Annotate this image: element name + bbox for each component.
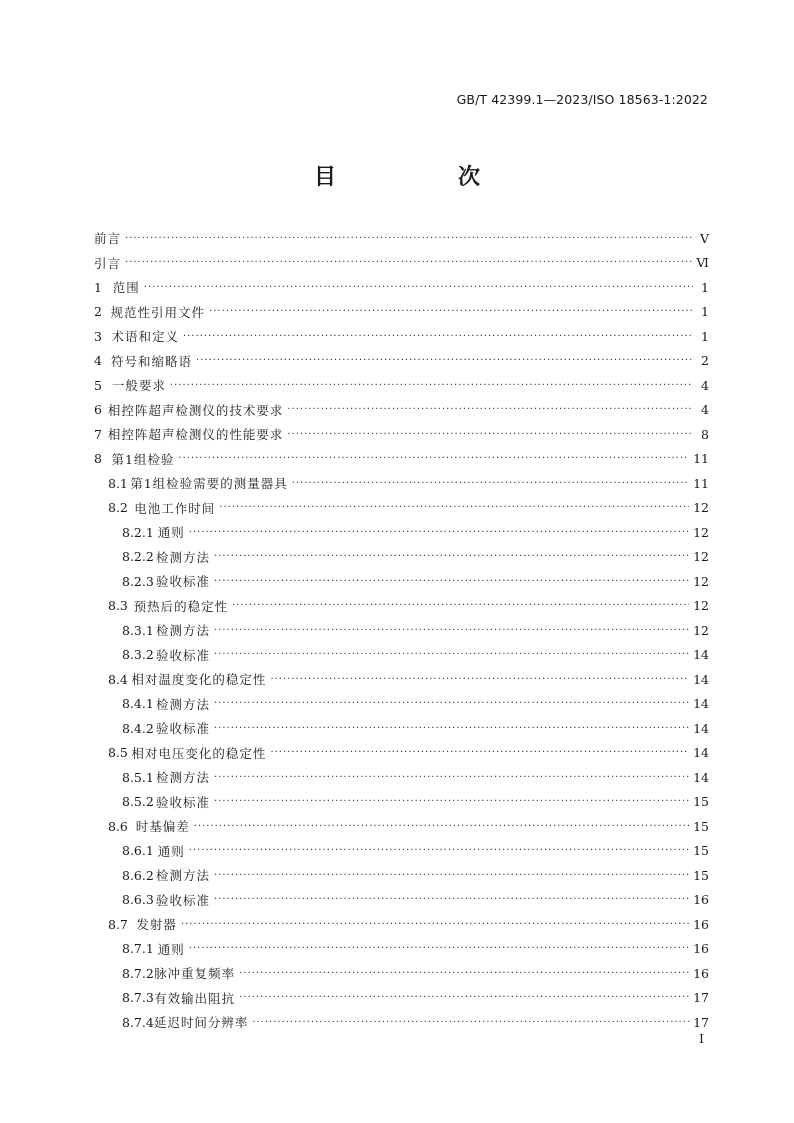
toc-entry-number: 8.2.3 — [122, 573, 154, 589]
toc-entry-label: 相控阵超声检测仪的技术要求 — [107, 402, 284, 418]
toc-entry-label: 验收标准 — [155, 892, 210, 908]
toc-entry-label: 规范性引用文件 — [110, 304, 206, 320]
toc-entry-page: 2 — [701, 353, 709, 369]
toc-entry-label: 延迟时间分辨率 — [153, 1015, 249, 1031]
page-folio: Ⅰ — [699, 1031, 704, 1046]
toc-entry-number: 8.5.2 — [122, 794, 154, 810]
toc-entry-page: 8 — [701, 426, 709, 442]
toc-entry-number: 2 — [94, 304, 102, 320]
toc-entry-label: 验收标准 — [155, 574, 210, 590]
toc-entry-number: 8.7.3 — [122, 990, 154, 1006]
dot-leader — [214, 894, 689, 905]
dot-leader — [292, 478, 689, 489]
toc-entry-number: 6 — [94, 402, 102, 418]
toc-entry-page: 12 — [693, 598, 709, 614]
toc-entry[interactable] — [94, 643, 709, 668]
dot-leader — [189, 943, 689, 954]
toc-entry-label: 检测方法 — [155, 770, 210, 786]
toc-entry-label: 检测方法 — [155, 868, 210, 884]
toc-entry-page: 4 — [701, 402, 709, 418]
toc-entry[interactable] — [94, 594, 709, 619]
toc-entry-number: 8.4 — [108, 671, 128, 687]
toc-entry[interactable] — [94, 765, 709, 790]
toc-entry-label: 引言 — [94, 255, 122, 271]
toc-entry[interactable] — [94, 496, 709, 521]
toc-entry[interactable] — [94, 275, 709, 300]
toc-entry-number: 8.6 — [108, 818, 128, 834]
toc-entry-page: 12 — [693, 524, 709, 540]
toc-entry-number: 8.4.1 — [122, 696, 154, 712]
toc-entry-label: 脉冲重复频率 — [154, 966, 236, 982]
standard-code: GB/T 42399.1—2023/ISO 18563-1:2022 — [456, 92, 708, 107]
toc-entry[interactable] — [94, 814, 709, 839]
toc-entry-number: 1 — [94, 279, 102, 295]
dot-leader — [214, 870, 689, 881]
toc-entry-page: 15 — [693, 843, 709, 859]
toc-entry[interactable] — [94, 447, 709, 472]
toc-entry-number: 8.7.1 — [122, 941, 154, 957]
toc-entry-number: 8.5 — [108, 745, 128, 761]
toc-entry[interactable] — [94, 790, 709, 815]
toc-entry-label: 时基偏差 — [135, 819, 190, 835]
dot-leader — [214, 723, 689, 734]
toc-entry-number: 8.3.2 — [122, 647, 154, 663]
toc-entry-label: 相对电压变化的稳定性 — [131, 745, 267, 761]
toc-entry-number: 8.3 — [108, 598, 128, 614]
toc-entry-number: 8.7.2 — [122, 965, 154, 981]
toc-entry-page: 12 — [693, 549, 709, 565]
toc-entry-number: 8.5.1 — [122, 769, 154, 785]
toc-entry-page: 17 — [693, 1014, 709, 1030]
toc-entry-page: 11 — [693, 451, 709, 467]
toc-entry-number: 8.7 — [108, 916, 128, 932]
toc-entry[interactable] — [94, 324, 709, 349]
dot-leader — [214, 625, 689, 636]
toc-entry-page: 12 — [693, 500, 709, 516]
toc-entry-label: 第1组检验需要的测量器具 — [130, 476, 288, 492]
toc-entry[interactable] — [94, 839, 709, 864]
toc-entry-label: 检测方法 — [155, 549, 210, 565]
toc-entry[interactable] — [94, 226, 709, 251]
toc-entry-page: 14 — [693, 745, 709, 761]
dot-leader — [214, 551, 689, 562]
toc-entry[interactable] — [94, 937, 709, 962]
toc-entry-page: 4 — [701, 377, 709, 393]
toc-entry-label: 预热后的稳定性 — [133, 598, 229, 614]
toc-entry[interactable] — [94, 422, 709, 447]
dot-leader — [287, 429, 693, 440]
toc-entry-label: 一般要求 — [111, 378, 166, 394]
toc-entry-label: 通则 — [157, 525, 185, 541]
toc-entry[interactable] — [94, 888, 709, 913]
toc-entry-label: 验收标准 — [155, 721, 210, 737]
toc-entry-page: 1 — [701, 304, 709, 320]
toc-entry-label: 通则 — [157, 941, 185, 957]
toc-entry-page: 11 — [693, 475, 709, 491]
toc-entry-page: 14 — [693, 696, 709, 712]
toc-entry-label: 验收标准 — [155, 794, 210, 810]
toc-entry-label: 术语和定义 — [111, 329, 179, 345]
dot-leader — [209, 306, 693, 317]
dot-leader — [170, 380, 693, 391]
dot-leader — [125, 257, 692, 268]
toc-entry[interactable] — [94, 961, 709, 986]
toc-entry-number: 5 — [94, 377, 102, 393]
toc-entry-page: 14 — [693, 769, 709, 785]
toc-entry-number: 8.6.1 — [122, 843, 154, 859]
toc-entry-page: 16 — [693, 892, 709, 908]
dot-leader — [189, 527, 689, 538]
toc-entry[interactable] — [94, 986, 709, 1011]
dot-leader — [214, 796, 689, 807]
dot-leader — [239, 968, 689, 979]
toc-entry-page: 12 — [693, 573, 709, 589]
toc-entry[interactable] — [94, 569, 709, 594]
toc-entry-label: 前言 — [94, 231, 122, 247]
toc-entry[interactable] — [94, 520, 709, 545]
dot-leader — [214, 576, 689, 587]
dot-leader — [214, 649, 689, 660]
toc-entry-number: 8.6.3 — [122, 892, 154, 908]
dot-leader — [214, 772, 689, 783]
dot-leader — [189, 845, 689, 856]
toc-entry[interactable] — [94, 398, 709, 423]
dot-leader — [252, 1017, 689, 1028]
toc-entry-number: 8 — [94, 451, 102, 467]
toc-entry-label: 符号和缩略语 — [110, 353, 192, 369]
toc-entry[interactable] — [94, 692, 709, 717]
toc-entry[interactable] — [94, 667, 709, 692]
toc-entry-label: 范围 — [112, 280, 140, 296]
toc-entry[interactable] — [94, 618, 709, 643]
toc-entry[interactable] — [94, 300, 709, 325]
dot-leader — [181, 919, 689, 930]
toc-entry-number: 4 — [94, 353, 102, 369]
dot-leader — [178, 453, 689, 464]
toc-entry[interactable] — [94, 716, 709, 741]
toc-entry-page: 16 — [693, 916, 709, 932]
toc-entry-page: 16 — [693, 965, 709, 981]
toc-entry[interactable] — [94, 912, 709, 937]
toc-entry-page: Ⅵ — [696, 255, 709, 271]
dot-leader — [125, 233, 693, 244]
toc-entry-page: 15 — [693, 794, 709, 810]
toc-entry[interactable] — [94, 471, 709, 496]
toc-entry-number: 8.6.2 — [122, 867, 154, 883]
dot-leader — [270, 747, 689, 758]
toc-entry-label: 通则 — [157, 843, 185, 859]
toc-entry-label: 电池工作时间 — [134, 500, 216, 516]
toc-entry-page: 15 — [693, 867, 709, 883]
toc-entry-page: 12 — [693, 622, 709, 638]
toc-entry-page: 16 — [693, 941, 709, 957]
toc-entry-page: 1 — [701, 279, 709, 295]
dot-leader — [144, 282, 693, 293]
toc-entry[interactable] — [94, 251, 709, 276]
toc-entry-label: 相控阵超声检测仪的性能要求 — [107, 427, 284, 443]
dot-leader — [214, 698, 689, 709]
toc-entry-label: 第1组检验 — [111, 451, 175, 467]
table-of-contents — [94, 226, 709, 1035]
dot-leader — [196, 355, 693, 366]
toc-entry-page: Ⅴ — [699, 230, 709, 246]
toc-entry-label: 有效输出阻抗 — [154, 990, 236, 1006]
toc-entry-number: 7 — [94, 426, 102, 442]
toc-entry-label: 验收标准 — [155, 647, 210, 663]
dot-leader — [183, 331, 693, 342]
toc-entry-label: 发射器 — [136, 917, 177, 933]
page-title: 目 次 — [313, 165, 530, 190]
toc-entry-number: 8.1 — [108, 475, 128, 491]
dot-leader — [287, 404, 693, 415]
dot-leader — [232, 600, 689, 611]
toc-entry[interactable] — [94, 349, 709, 374]
toc-entry-page: 14 — [693, 647, 709, 663]
toc-entry[interactable] — [94, 545, 709, 570]
toc-entry-page: 14 — [693, 720, 709, 736]
toc-entry-label: 相对温度变化的稳定性 — [131, 672, 267, 688]
toc-entry-number: 8.2.2 — [122, 549, 154, 565]
toc-entry-number: 8.4.2 — [122, 720, 154, 736]
dot-leader — [219, 502, 689, 513]
toc-entry[interactable] — [94, 1010, 709, 1035]
toc-entry-number: 8.2.1 — [122, 524, 154, 540]
toc-entry-number: 8.2 — [108, 500, 128, 516]
toc-entry-page: 17 — [693, 990, 709, 1006]
toc-entry-page: 15 — [693, 818, 709, 834]
toc-entry-number: 8.7.4 — [122, 1014, 154, 1030]
dot-leader — [270, 674, 689, 685]
toc-entry-page: 14 — [693, 671, 709, 687]
toc-entry-number: 8.3.1 — [122, 622, 154, 638]
toc-entry-number: 3 — [94, 328, 102, 344]
dot-leader — [239, 992, 689, 1003]
dot-leader — [194, 821, 689, 832]
toc-entry-page: 1 — [701, 328, 709, 344]
toc-entry[interactable] — [94, 741, 709, 766]
toc-entry-label: 检测方法 — [155, 696, 210, 712]
toc-entry[interactable] — [94, 863, 709, 888]
toc-entry-label: 检测方法 — [155, 623, 210, 639]
toc-entry[interactable] — [94, 373, 709, 398]
